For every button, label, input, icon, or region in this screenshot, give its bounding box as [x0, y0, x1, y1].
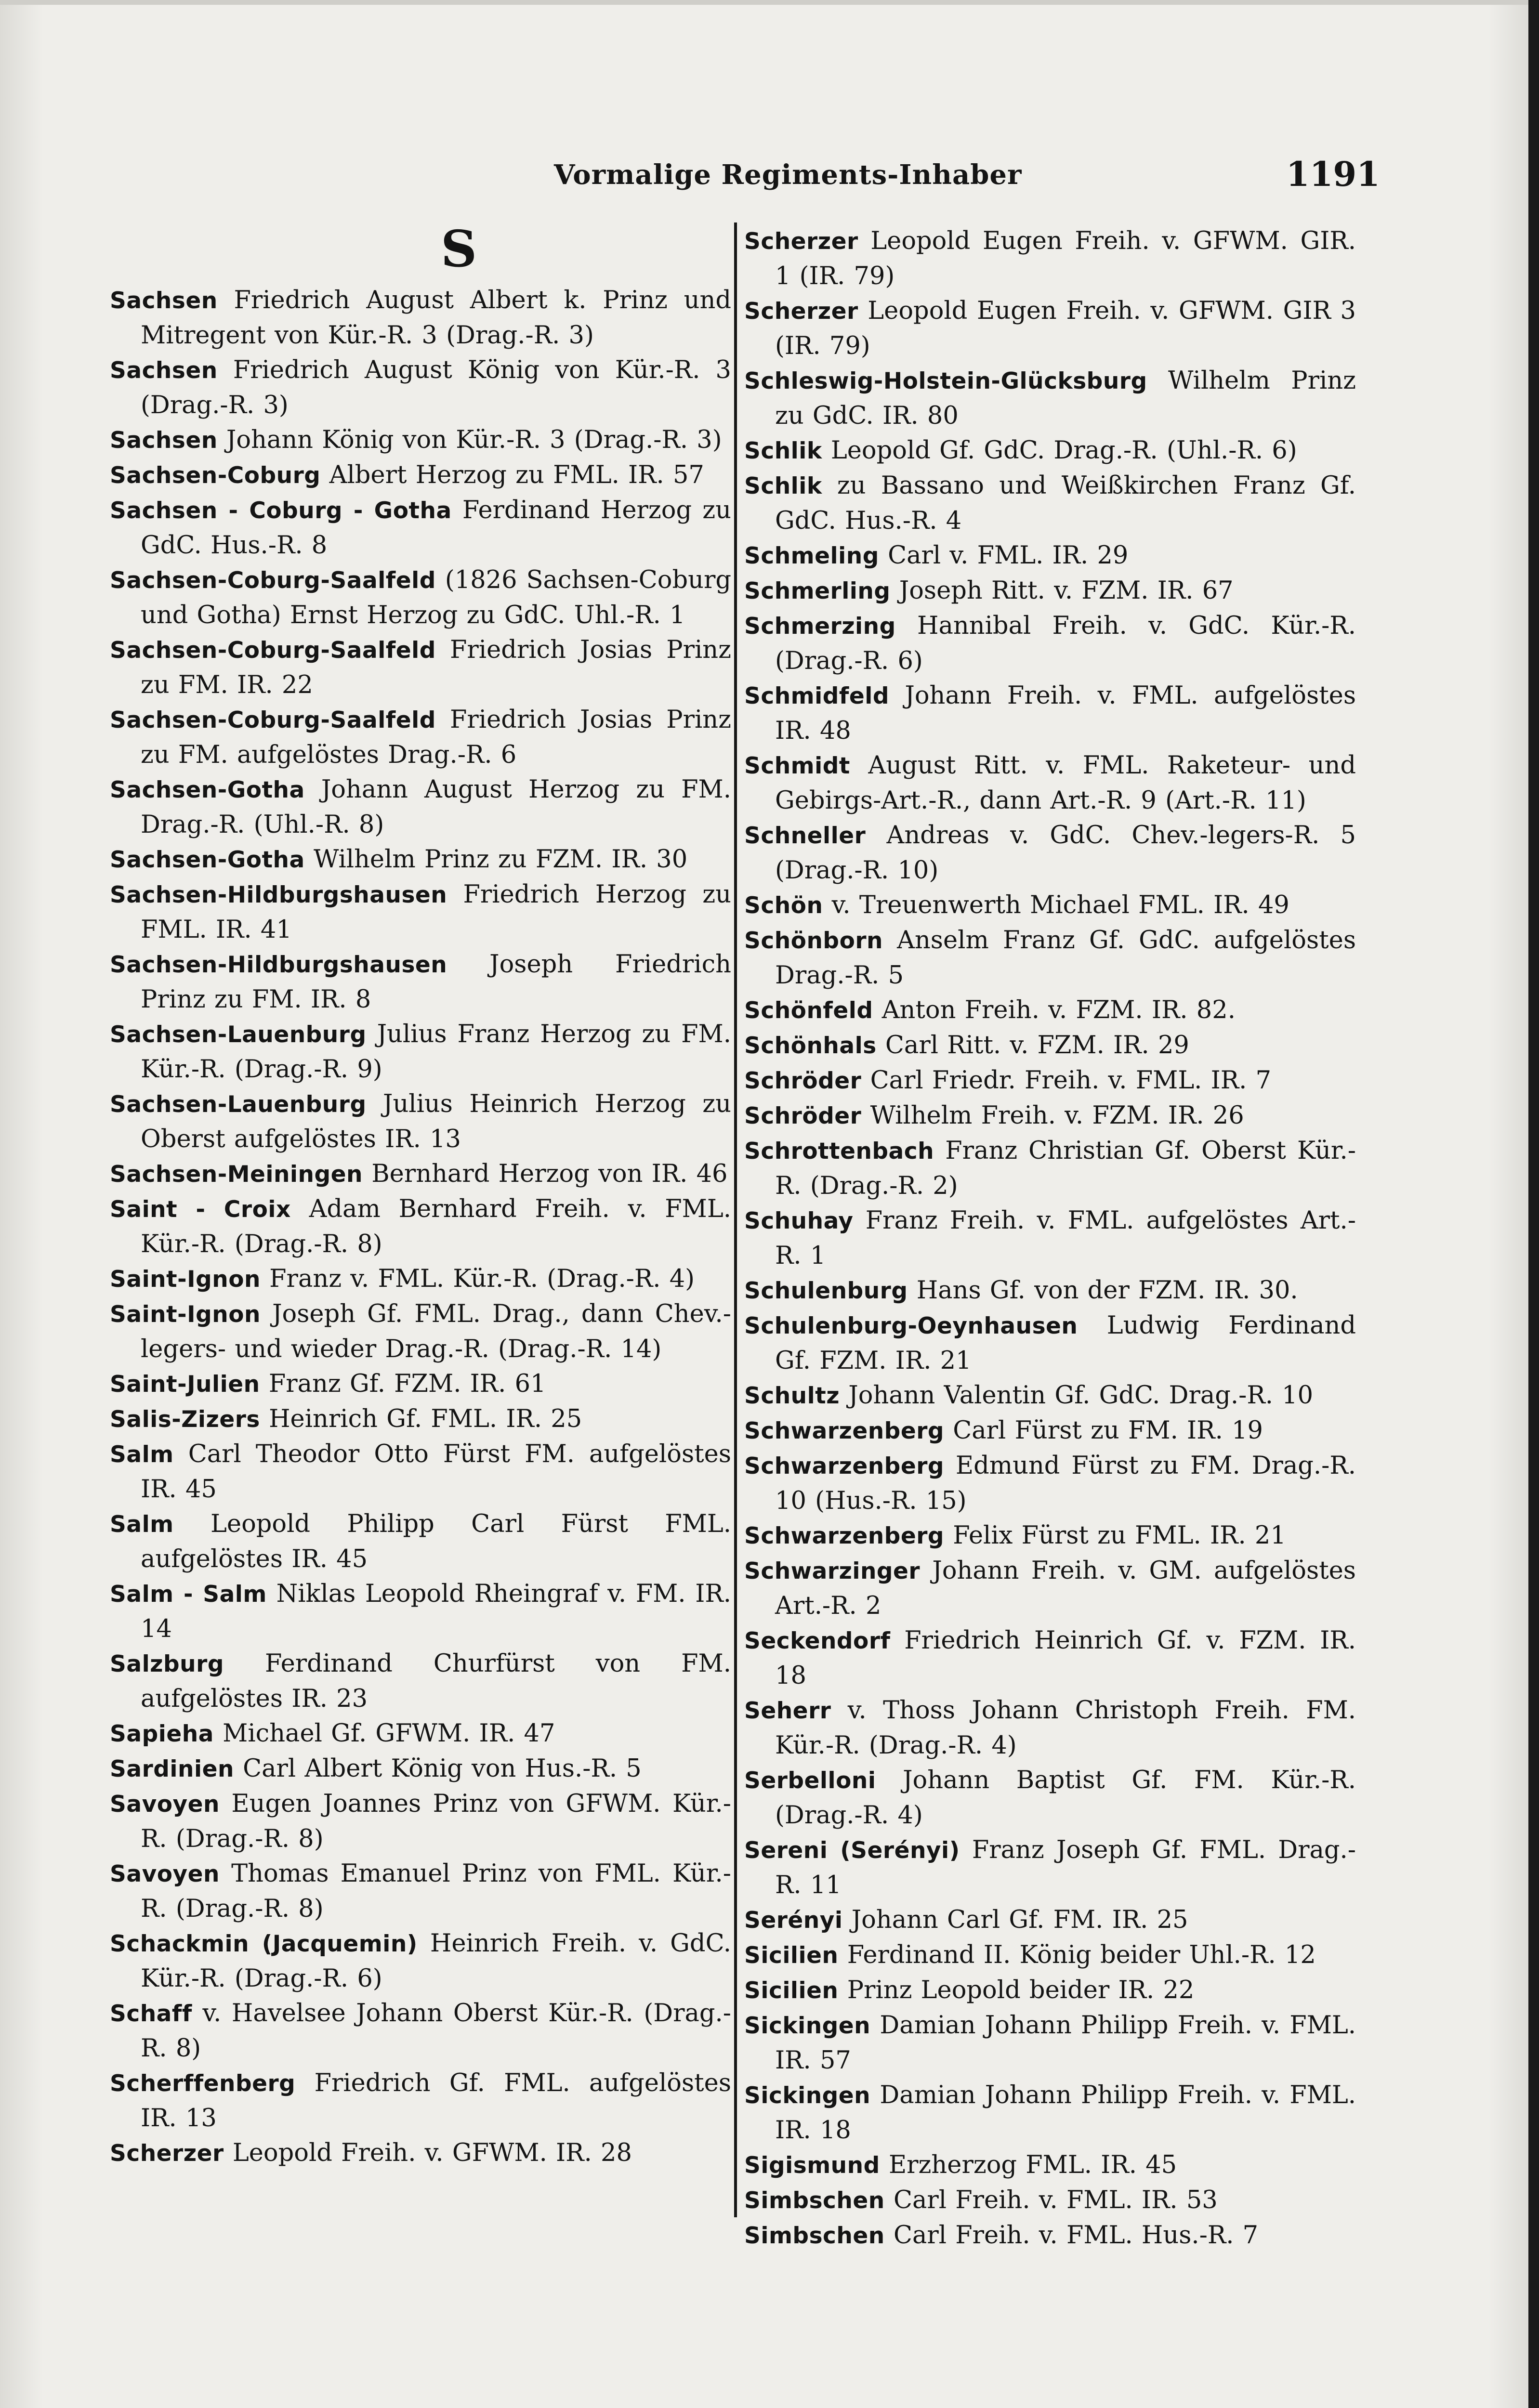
register-entry — [744, 888, 1356, 923]
entry-text: zu Bassano und Weißkirchen Franz Gf. GdC. Hus.-R. 4 — [775, 471, 1356, 535]
entry-name: Salm — [110, 1511, 174, 1538]
register-entry — [744, 2183, 1356, 2218]
entry-text: Wilhelm Freih. v. FZM. IR. 26 — [870, 1101, 1244, 1130]
entry-name: Sereni (Serényi) — [744, 1837, 960, 1864]
entry-text: Eugen Joannes Prinz von GFWM. Kür.-R. (Drag.-R. 8) — [141, 1790, 731, 1853]
register-entry — [110, 1157, 731, 1192]
register-entry — [744, 574, 1356, 609]
register-entry — [110, 423, 731, 458]
register-entry — [110, 283, 731, 353]
entry-text: Heinrich Freih. v. GdC. Kür.-R. (Drag.-R. 6) — [141, 1929, 731, 1993]
entry-name: Savoyen — [110, 1861, 220, 1887]
register-entry — [744, 1378, 1356, 1413]
entry-text: Johann König von Kür.-R. 3 (Drag.-R. 3) — [226, 426, 722, 454]
register-entry — [744, 2148, 1356, 2183]
entry-text: Edmund Fürst zu FM. Drag.-R. 10 (Hus.-R. 15) — [775, 1452, 1356, 1515]
entry-text: Damian Johann Philipp Freih. v. FML. IR. 18 — [775, 2081, 1356, 2145]
entry-name: Sigismund — [744, 2152, 880, 2179]
entry-name: Sachsen - Coburg - Gotha — [110, 497, 452, 524]
entry-name: Schönborn — [744, 928, 883, 954]
entry-name: Schwarzenberg — [744, 1453, 945, 1479]
register-entry — [744, 818, 1356, 888]
register-entry — [744, 1973, 1356, 2008]
entry-name: Schulenburg-Oeynhausen — [744, 1313, 1078, 1339]
register-entry — [110, 1402, 731, 1437]
entry-text: Ferdinand Churfürst von FM. aufgelöstes IR. 23 — [141, 1649, 731, 1713]
entry-text: Carl Freih. v. FML. Hus.-R. 7 — [893, 2221, 1259, 2250]
entry-text: Adam Bernhard Freih. v. FML. Kür.-R. (Drag.-R. 8) — [141, 1195, 731, 1258]
entry-name: Schuhay — [744, 1208, 854, 1234]
entry-name: Schulenburg — [744, 1278, 908, 1304]
entry-text: Ludwig Ferdinand Gf. FZM. IR. 21 — [775, 1311, 1356, 1375]
register-entry — [110, 772, 731, 842]
entry-name: Salis-Zizers — [110, 1406, 260, 1433]
entry-name: Scherzer — [110, 2140, 224, 2167]
register-entry — [110, 1716, 731, 1752]
entry-text: Hannibal Freih. v. GdC. Kür.-R. (Drag.-R. 6) — [775, 612, 1356, 675]
entry-name: Saint-Ignon — [110, 1266, 261, 1293]
page-number: 1191 — [1286, 154, 1380, 194]
entry-text: Leopold Philipp Carl Fürst FML. aufgelöstes IR. 45 — [141, 1510, 731, 1573]
register-entry — [110, 563, 731, 633]
entry-name: Schrottenbach — [744, 1138, 934, 1165]
register-entry — [744, 748, 1356, 818]
entry-name: Salm - Salm — [110, 1581, 267, 1608]
register-entry — [110, 2136, 731, 2171]
register-entry — [110, 703, 731, 772]
register-entry — [110, 1857, 731, 1926]
entry-name: Sachsen-Lauenburg — [110, 1021, 367, 1048]
register-entry — [110, 1087, 731, 1157]
entry-name: Saint-Ignon — [110, 1301, 261, 1328]
entry-text: Franz Gf. FZM. IR. 61 — [268, 1370, 546, 1398]
entry-name: Saint - Croix — [110, 1196, 291, 1223]
register-entry — [744, 1833, 1356, 1903]
register-entry — [744, 364, 1356, 433]
register-entry — [110, 1262, 731, 1297]
entry-text: Johann Baptist Gf. FM. Kür.-R. (Drag.-R. 4) — [775, 1766, 1356, 1830]
register-entry — [110, 1926, 731, 1996]
register-entry — [110, 353, 731, 423]
register-entry — [744, 1903, 1356, 1938]
entry-name: Sickingen — [744, 2013, 871, 2039]
register-entry — [110, 1017, 731, 1087]
entry-name: Sachsen-Hildburgshausen — [110, 882, 447, 908]
register-entry — [110, 458, 731, 493]
entry-text: Damian Johann Philipp Freih. v. FML. IR. 57 — [775, 2011, 1356, 2075]
entry-text: Leopold Freih. v. GFWM. IR. 28 — [232, 2139, 632, 2167]
entry-name: Sachsen-Coburg-Saalfeld — [110, 707, 436, 733]
register-entry — [744, 993, 1356, 1028]
entry-text: Franz Christian Gf. Oberst Kür.-R. (Drag.-R. 2) — [775, 1137, 1356, 1200]
entry-name: Sachsen-Hildburgshausen — [110, 952, 447, 978]
register-entry — [744, 1309, 1356, 1378]
entry-name: Schmidt — [744, 753, 850, 779]
entry-text: Joseph Gf. FML. Drag., dann Chev.-legers- und wieder Drag.-R. (Drag.-R. 14) — [141, 1300, 731, 1363]
entry-name: Sachsen-Coburg-Saalfeld — [110, 637, 436, 664]
entry-name: Schleswig-Holstein-Glücksburg — [744, 368, 1147, 394]
register-entry — [744, 294, 1356, 364]
entry-text: Friedrich Josias Prinz zu FM. IR. 22 — [141, 636, 731, 699]
register-entry — [110, 1996, 731, 2066]
register-entry — [110, 1192, 731, 1262]
entry-name: Schwarzenberg — [744, 1418, 945, 1444]
register-entry — [744, 1554, 1356, 1623]
entry-text: Franz v. FML. Kür.-R. (Drag.-R. 4) — [269, 1265, 695, 1293]
register-entry — [744, 923, 1356, 993]
register-entry — [744, 224, 1356, 294]
entry-text: Joseph Ritt. v. FZM. IR. 67 — [899, 576, 1234, 605]
entry-name: Sachsen-Coburg — [110, 462, 321, 489]
entry-text: Leopold Eugen Freih. v. GFWM. GIR. 1 (IR. 79) — [775, 227, 1356, 290]
entry-text: Thomas Emanuel Prinz von FML. Kür.-R. (Drag.-R. 8) — [141, 1859, 731, 1923]
register-entry — [110, 1437, 731, 1507]
entry-name: Schönhals — [744, 1033, 877, 1059]
entry-text: Carl Freih. v. FML. IR. 53 — [893, 2186, 1218, 2214]
register-entry — [110, 1752, 731, 1787]
entry-name: Sardinien — [110, 1756, 234, 1782]
entry-name: Schultz — [744, 1383, 840, 1409]
entry-name: Sachsen — [110, 357, 218, 384]
entry-text: Friedrich August König von Kür.-R. 3 (Drag.-R. 3) — [141, 356, 731, 419]
entry-text: Anselm Franz Gf. GdC. aufgelöstes Drag.-R. 5 — [775, 926, 1356, 990]
page-edge-right — [1528, 0, 1539, 2408]
entry-text: Albert Herzog zu FML. IR. 57 — [329, 461, 704, 489]
entry-text: Johann Freih. v. GM. aufgelöstes Art.-R. 2 — [775, 1557, 1356, 1620]
entry-text: Johann Freih. v. FML. aufgelöstes IR. 48 — [775, 681, 1356, 745]
entry-text: Heinrich Gf. FML. IR. 25 — [269, 1405, 582, 1433]
entry-name: Seckendorf — [744, 1628, 891, 1654]
entry-text: Leopold Eugen Freih. v. GFWM. GIR 3 (IR. 79) — [775, 297, 1356, 360]
entry-name: Schwarzenberg — [744, 1523, 945, 1549]
entry-name: Salzburg — [110, 1651, 224, 1677]
register-entry — [110, 493, 731, 563]
entry-text: Friedrich Josias Prinz zu FM. aufgelöstes Drag.-R. 6 — [141, 706, 731, 769]
entry-name: Simbschen — [744, 2223, 885, 2249]
entry-text: August Ritt. v. FML. Raketeur- und Gebirgs-Art.-R., dann Art.-R. 9 (Art.-R. 11) — [775, 751, 1356, 815]
entry-name: Serényi — [744, 1907, 843, 1934]
entry-text: Michael Gf. GFWM. IR. 47 — [223, 1719, 555, 1748]
entry-name: Schaff — [110, 2001, 192, 2027]
entry-text: Wilhelm Prinz zu GdC. IR. 80 — [775, 366, 1356, 430]
register-entry — [744, 2218, 1356, 2253]
entry-name: Sachsen-Lauenburg — [110, 1091, 367, 1118]
register-entry — [110, 1577, 731, 1647]
entry-text: Andreas v. GdC. Chev.-legers-R. 5 (Drag.-R. 10) — [775, 821, 1356, 885]
register-entry — [744, 679, 1356, 748]
entry-name: Seherr — [744, 1698, 831, 1724]
entry-text: Carl Theodor Otto Fürst FM. aufgelöstes IR. 45 — [141, 1440, 731, 1504]
entry-name: Serbelloni — [744, 1767, 876, 1794]
entry-text: Leopold Gf. GdC. Drag.-R. (Uhl.-R. 6) — [830, 436, 1297, 465]
register-entry — [110, 633, 731, 703]
entry-name: Sicilien — [744, 1942, 839, 1969]
entry-text: Franz Joseph Gf. FML. Drag.-R. 11 — [775, 1836, 1356, 1899]
entry-name: Sicilien — [744, 1977, 839, 2004]
entry-name: Schmidfeld — [744, 683, 889, 709]
register-entry — [744, 609, 1356, 679]
entry-text: Bernhard Herzog von IR. 46 — [371, 1160, 728, 1188]
register-entry — [110, 877, 731, 947]
register-entry — [110, 1367, 731, 1402]
entry-text: Felix Fürst zu FML. IR. 21 — [953, 1521, 1286, 1550]
register-entry — [744, 1623, 1356, 1693]
column-divider — [734, 222, 737, 2217]
entry-name: Scherzer — [744, 298, 858, 325]
entry-name: Sapieha — [110, 1721, 214, 1747]
register-entry — [744, 1099, 1356, 1134]
entry-text: Wilhelm Prinz zu FZM. IR. 30 — [313, 845, 688, 874]
entry-name: Schackmin (Jacquemin) — [110, 1931, 418, 1957]
entry-name: Schönfeld — [744, 997, 873, 1024]
register-entry — [744, 2008, 1356, 2078]
entry-text: Franz Freih. v. FML. aufgelöstes Art.-R. 1 — [775, 1206, 1356, 1270]
entry-text: v. Thoss Johann Christoph Freih. FM. Kür.-R. (Drag.-R. 4) — [775, 1696, 1356, 1760]
entry-text: Joseph Friedrich Prinz zu FM. IR. 8 — [141, 950, 732, 1014]
entry-text: Johann Valentin Gf. GdC. Drag.-R. 10 — [848, 1381, 1314, 1410]
register-entry — [744, 1204, 1356, 1273]
entry-text: Anton Freih. v. FZM. IR. 82. — [881, 996, 1236, 1024]
register-entry — [744, 1693, 1356, 1763]
entry-text: Julius Heinrich Herzog zu Oberst aufgelöstes IR. 13 — [141, 1090, 731, 1153]
entry-text: Niklas Leopold Rheingraf v. FM. IR. 14 — [141, 1580, 731, 1643]
register-entry — [744, 1413, 1356, 1449]
entry-name: Sickingen — [744, 2082, 871, 2109]
register-entry — [110, 842, 731, 877]
entry-name: Schröder — [744, 1068, 862, 1094]
entry-text: Erzherzog FML. IR. 45 — [888, 2151, 1177, 2179]
register-entry — [110, 1787, 731, 1857]
register-entry — [744, 1763, 1356, 1833]
register-entry — [744, 1028, 1356, 1063]
entry-text: Prinz Leopold beider IR. 22 — [847, 1976, 1195, 2004]
entry-name: Sachsen-Gotha — [110, 777, 305, 803]
register-entry — [744, 1518, 1356, 1554]
entry-text: Ferdinand II. König beider Uhl.-R. 12 — [847, 1941, 1316, 1969]
entry-text: Friedrich Herzog zu FML. IR. 41 — [141, 880, 731, 944]
entry-name: Schmerzing — [744, 613, 896, 640]
entry-name: Schlik — [744, 473, 822, 499]
entry-name: Schmerling — [744, 578, 891, 604]
register-entry — [110, 1647, 731, 1716]
entry-name: Schröder — [744, 1103, 862, 1129]
register-entry — [744, 1063, 1356, 1099]
entry-text: Ferdinand Herzog zu GdC. Hus.-R. 8 — [141, 496, 731, 560]
entry-name: Simbschen — [744, 2187, 885, 2214]
register-entry — [744, 538, 1356, 574]
entry-name: Sachsen-Coburg-Saalfeld — [110, 567, 436, 594]
entry-name: Schmeling — [744, 543, 879, 569]
entry-name: Salm — [110, 1441, 174, 1468]
entry-text: Friedrich Gf. FML. aufgelöstes IR. 13 — [141, 2069, 731, 2133]
entry-text: Carl Friedr. Freih. v. FML. IR. 7 — [870, 1066, 1272, 1095]
register-entry — [744, 1449, 1356, 1518]
register-entry — [110, 1297, 731, 1367]
entry-name: Sachsen-Meiningen — [110, 1161, 363, 1188]
register-entry — [110, 947, 731, 1017]
entry-text: Friedrich Heinrich Gf. v. FZM. IR. 18 — [775, 1626, 1356, 1690]
register-entry — [744, 469, 1356, 538]
entry-name: Scherffenberg — [110, 2070, 296, 2097]
register-entry — [744, 2078, 1356, 2148]
entry-text: Julius Franz Herzog zu FM. Kür.-R. (Drag.-R. 9) — [141, 1020, 731, 1084]
entry-text: Carl Ritt. v. FZM. IR. 29 — [885, 1031, 1189, 1060]
entry-text: Carl v. FML. IR. 29 — [888, 541, 1129, 570]
entry-text: Carl Fürst zu FM. IR. 19 — [953, 1416, 1263, 1445]
entry-text: (1826 Sachsen-Coburg und Gotha) Ernst Herzog zu GdC. Uhl.-R. 1 — [141, 566, 731, 629]
entry-text: Johann Carl Gf. FM. IR. 25 — [851, 1906, 1188, 1934]
register-entry — [744, 1134, 1356, 1204]
entry-text: Friedrich August Albert k. Prinz und Mitregent von Kür.-R. 3 (Drag.-R. 3) — [141, 286, 732, 350]
entry-text: v. Treuenwerth Michael FML. IR. 49 — [831, 891, 1289, 919]
entry-name: Saint-Julien — [110, 1371, 260, 1398]
entry-name: Sachsen-Gotha — [110, 847, 305, 873]
right-column — [744, 224, 1356, 2253]
entry-name: Scherzer — [744, 228, 858, 255]
register-entry — [744, 1938, 1356, 1973]
entry-text: v. Havelsee Johann Oberst Kür.-R. (Drag.-R. 8) — [141, 1999, 731, 2063]
section-letter: S — [441, 219, 477, 278]
entry-text: Hans Gf. von der FZM. IR. 30. — [916, 1276, 1298, 1305]
register-entry — [744, 1273, 1356, 1309]
entry-name: Schwarzinger — [744, 1558, 921, 1584]
page-edge-top — [0, 0, 1539, 5]
running-header: Vormalige Regiments-Inhaber — [554, 159, 1022, 191]
entry-text: Carl Albert König von Hus.-R. 5 — [243, 1754, 642, 1783]
entry-name: Sachsen — [110, 288, 218, 314]
register-entry — [110, 1507, 731, 1577]
left-column — [110, 283, 731, 2171]
entry-name: Schlik — [744, 438, 822, 464]
register-entry — [110, 2066, 731, 2136]
entry-text: Johann August Herzog zu FM. Drag.-R. (Uhl.-R. 8) — [141, 775, 731, 839]
register-entry — [744, 433, 1356, 469]
entry-name: Sachsen — [110, 427, 218, 454]
entry-name: Schneller — [744, 823, 866, 849]
entry-name: Schön — [744, 892, 823, 919]
entry-name: Savoyen — [110, 1791, 220, 1818]
